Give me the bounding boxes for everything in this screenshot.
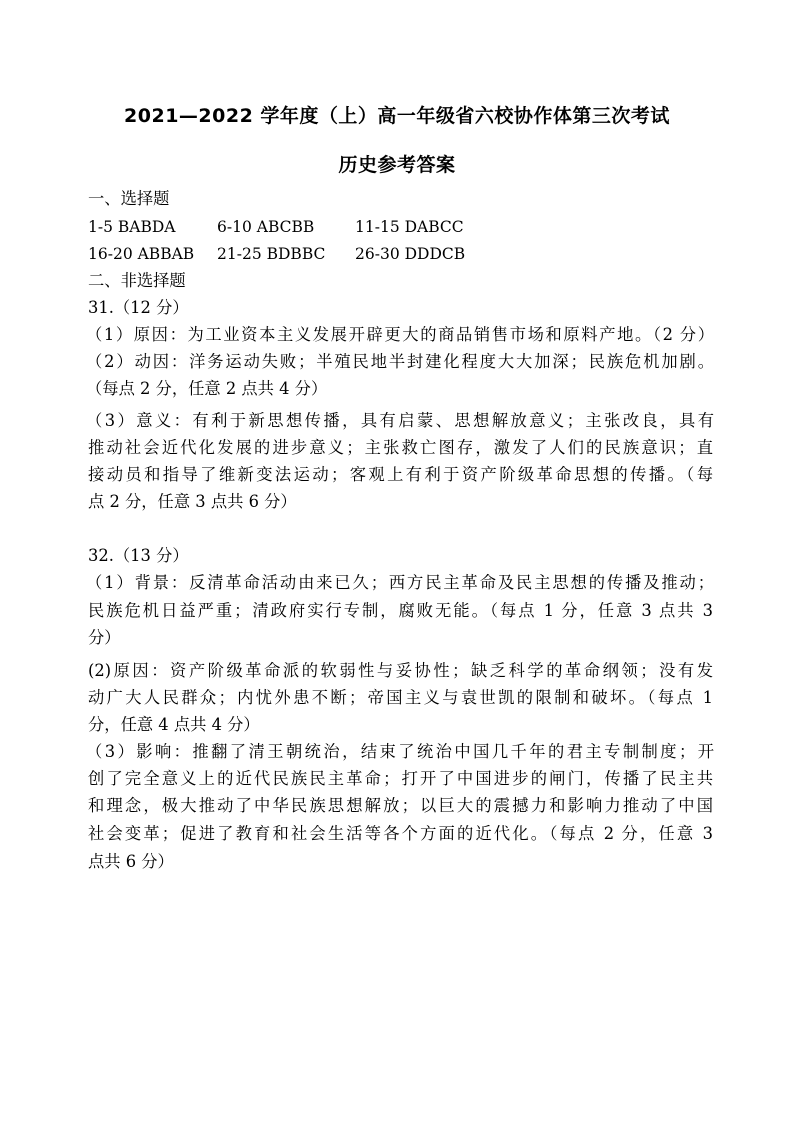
q32-line: 社会变革；促进了教育和社会生活等各个方面的近代化。（每点 2 分，任意 3	[88, 824, 713, 843]
choice-answer-group: 11-15 DABCC	[355, 218, 464, 236]
document-title: 2021—2022 学年度（上）高一年级省六校协作体第三次考试	[124, 105, 670, 127]
choice-answer-group: 1-5 BABDA	[88, 218, 176, 236]
section-heading-nonchoice: 二、非选择题	[88, 271, 186, 290]
choice-answer-group: 16-20 ABBAB	[88, 245, 195, 263]
q31-line: 推动社会近代化发展的进步意义；主张救亡图存，激发了人们的民族意识；直	[88, 438, 713, 457]
q31-line: （每点 2 分，任意 2 点共 4 分）	[86, 379, 328, 398]
q32-line: 分）	[88, 628, 121, 647]
q32-line: 创了完全意义上的近代民族民主革命；打开了中国进步的闸门，传播了民主共	[88, 769, 713, 788]
q31-line: （3）意义：有利于新思想传播，具有启蒙、思想解放意义；主张改良，具有	[86, 411, 714, 430]
q31-line: （1）原因：为工业资本主义发展开辟更大的商品销售市场和原料产地。（2 分）	[86, 325, 714, 344]
q32-line: (2)原因：资产阶级革命派的软弱性与妥协性；缺乏科学的革命纲领；没有发	[88, 661, 713, 680]
q32-line: 分，任意 4 点共 4 分）	[88, 715, 260, 734]
choice-answer-group: 26-30 DDDCB	[355, 245, 466, 263]
q31-line: 点 2 分，任意 3 点共 6 分）	[88, 492, 297, 511]
question-32-heading: 32.（13 分）	[88, 546, 189, 565]
section-heading-choice: 一、选择题	[88, 189, 170, 208]
q32-line: 民族危机日益严重；清政府实行专制，腐败无能。（每点 1 分，任意 3 点共 3	[88, 601, 713, 620]
document-subtitle: 历史参考答案	[338, 154, 456, 176]
q32-line: 和理念，极大推动了中华民族思想解放；以巨大的震撼力和影响力推动了中国	[88, 796, 713, 815]
choice-answer-group: 6-10 ABCBB	[217, 218, 315, 236]
q31-line: 接动员和指导了维新变法运动；客观上有利于资产阶级革命思想的传播。（每	[88, 465, 713, 484]
q32-line: 点共 6 分）	[88, 852, 174, 871]
q32-line: （3）影响：推翻了清王朝统治，结束了统治中国几千年的君主专制制度；开	[86, 742, 714, 761]
choice-answer-group: 21-25 BDBBC	[217, 245, 326, 263]
q31-line: （2）动因：洋务运动失败；半殖民地半封建化程度大大加深；民族危机加剧。	[86, 352, 714, 371]
question-31-heading: 31.（12 分）	[88, 298, 189, 317]
q32-line: （1）背景：反清革命活动由来已久；西方民主革命及民主思想的传播及推动；	[86, 573, 714, 592]
q32-line: 动广大人民群众；内忧外患不断；帝国主义与袁世凯的限制和破坏。（每点 1	[88, 688, 713, 707]
